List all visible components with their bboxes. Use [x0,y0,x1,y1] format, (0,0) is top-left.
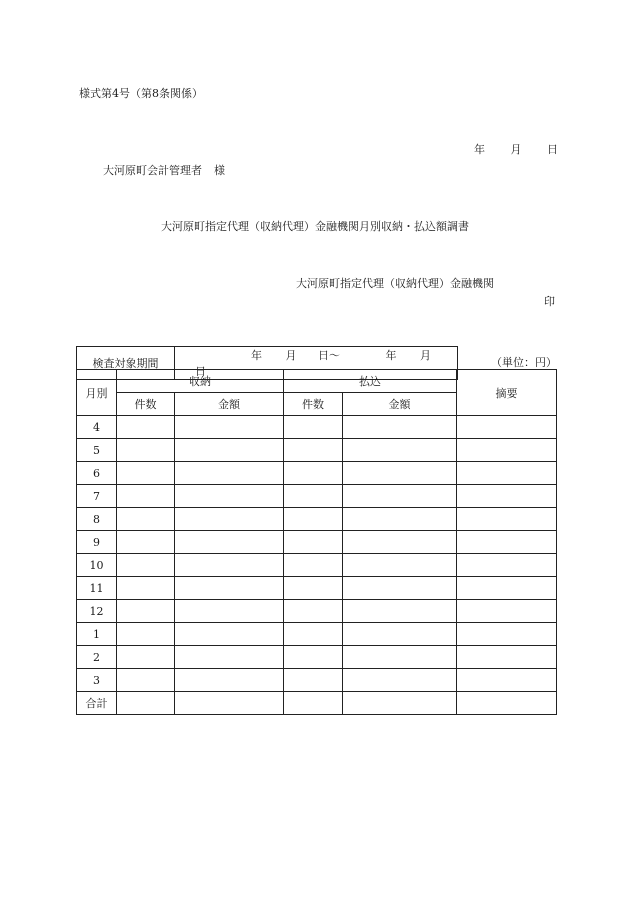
receipt-count-cell[interactable] [117,508,175,531]
remarks-cell[interactable] [457,439,557,462]
receipt-count-cell[interactable] [117,462,175,485]
payment-header: 払込 [284,370,457,393]
remarks-cell[interactable] [457,554,557,577]
payment-count-cell[interactable] [284,554,343,577]
receipt-amount-cell[interactable] [175,462,284,485]
payment-count-cell[interactable] [284,623,343,646]
payment-amount-cell[interactable] [343,600,457,623]
receipt-count-cell[interactable] [117,554,175,577]
seal-mark: 印 [544,295,555,308]
remarks-cell[interactable] [457,646,557,669]
payment-count-cell[interactable] [284,600,343,623]
remarks-header: 摘要 [457,370,557,416]
receipt-amount-cell[interactable] [175,439,284,462]
period-from-month: 月 [285,349,297,362]
total-receipt-amount[interactable] [175,692,284,715]
table-row [77,439,557,462]
receipt-amount-header: 金額 [175,393,284,416]
receipt-count-cell[interactable] [117,646,175,669]
total-payment-count[interactable] [284,692,343,715]
addressee-honorific: 様 [214,164,225,177]
monthly-table [76,369,557,715]
payment-count-cell[interactable] [284,669,343,692]
payment-amount-cell[interactable] [343,508,457,531]
table-row [77,646,557,669]
payment-amount-cell[interactable] [343,669,457,692]
month-label: 4 [77,416,117,439]
receipt-amount-cell[interactable] [175,485,284,508]
payment-count-cell[interactable] [284,462,343,485]
table-row [77,623,557,646]
payment-amount-cell[interactable] [343,623,457,646]
total-receipt-count[interactable] [117,692,175,715]
month-label: 3 [77,669,117,692]
payment-amount-cell[interactable] [343,646,457,669]
addressee [103,162,225,178]
table-row [77,554,557,577]
payment-count-cell[interactable] [284,508,343,531]
month-label: 10 [77,554,117,577]
payment-amount-cell[interactable] [343,439,457,462]
month-label: 1 [77,623,117,646]
payment-amount-cell[interactable] [343,485,457,508]
month-label: 2 [77,646,117,669]
receipt-amount-cell[interactable] [175,531,284,554]
receipt-count-cell[interactable] [117,600,175,623]
payment-count-cell[interactable] [284,416,343,439]
period-from-year: 年 [251,349,262,362]
receipt-amount-cell[interactable] [175,623,284,646]
payment-count-cell[interactable] [284,439,343,462]
total-label: 合計 [77,692,117,715]
receipt-amount-cell[interactable] [175,646,284,669]
payment-count-cell[interactable] [284,577,343,600]
receipt-amount-cell[interactable] [175,600,284,623]
receipt-amount-cell[interactable] [175,508,284,531]
period-to-month: 月 [420,349,431,362]
remarks-cell[interactable] [457,531,557,554]
remarks-cell[interactable] [457,416,557,439]
period-to-year: 年 [385,349,397,362]
document-title: 大河原町指定代理（収納代理）金融機関月別収納・払込額調書 [161,220,469,233]
total-payment-amount[interactable] [343,692,457,715]
payment-count-cell[interactable] [284,485,343,508]
receipt-amount-cell[interactable] [175,554,284,577]
payment-amount-cell[interactable] [343,531,457,554]
receipt-count-cell[interactable] [117,577,175,600]
payment-amount-cell[interactable] [343,416,457,439]
table-row [77,577,557,600]
payment-amount-cell[interactable] [343,462,457,485]
table-row [77,416,557,439]
month-label: 6 [77,462,117,485]
payment-count-header: 件数 [284,393,343,416]
form-number: 様式第4号（第8条関係） [79,87,203,100]
month-rows [77,416,557,692]
remarks-cell[interactable] [457,623,557,646]
total-remarks[interactable] [457,692,557,715]
receipt-amount-cell[interactable] [175,416,284,439]
receipt-count-cell[interactable] [117,485,175,508]
inspection-period-label: 検査対象期間 [77,347,175,380]
institution-name: 大河原町指定代理（収納代理）金融機関 [296,277,494,290]
table-row [77,508,557,531]
table-row [77,600,557,623]
month-label: 9 [77,531,117,554]
remarks-cell[interactable] [457,508,557,531]
month-label: 5 [77,439,117,462]
receipt-amount-cell[interactable] [175,577,284,600]
table-row [77,485,557,508]
receipt-count-cell[interactable] [117,439,175,462]
receipt-amount-cell[interactable] [175,669,284,692]
payment-count-cell[interactable] [284,646,343,669]
remarks-cell[interactable] [457,485,557,508]
month-label: 8 [77,508,117,531]
date-month-label: 月 [510,143,522,156]
table-row [77,531,557,554]
date-day-label: 日 [547,143,558,156]
month-label: 12 [77,600,117,623]
payment-count-cell[interactable] [284,531,343,554]
receipt-header: 収納 [117,370,284,393]
receipt-count-cell[interactable] [117,623,175,646]
date-year-label: 年 [474,143,485,156]
payment-amount-cell[interactable] [343,554,457,577]
month-header: 月別 [77,370,117,416]
receipt-count-cell[interactable] [117,416,175,439]
period-to-day: 日 [195,365,206,378]
receipt-count-cell[interactable] [117,669,175,692]
remarks-cell[interactable] [457,462,557,485]
receipt-count-cell[interactable] [117,531,175,554]
table-row [77,669,557,692]
payment-amount-cell[interactable] [343,577,457,600]
addressee-name: 大河原町会計管理者 [103,164,202,177]
period-from-day: 日～ [318,349,340,362]
month-label: 11 [77,577,117,600]
date-line [474,141,558,157]
month-label: 7 [77,485,117,508]
remarks-cell[interactable] [457,600,557,623]
receipt-count-header: 件数 [117,393,175,416]
remarks-cell[interactable] [457,577,557,600]
unit-note: （単位：円） [491,356,557,369]
remarks-cell[interactable] [457,669,557,692]
payment-amount-header: 金額 [343,393,457,416]
table-row [77,462,557,485]
